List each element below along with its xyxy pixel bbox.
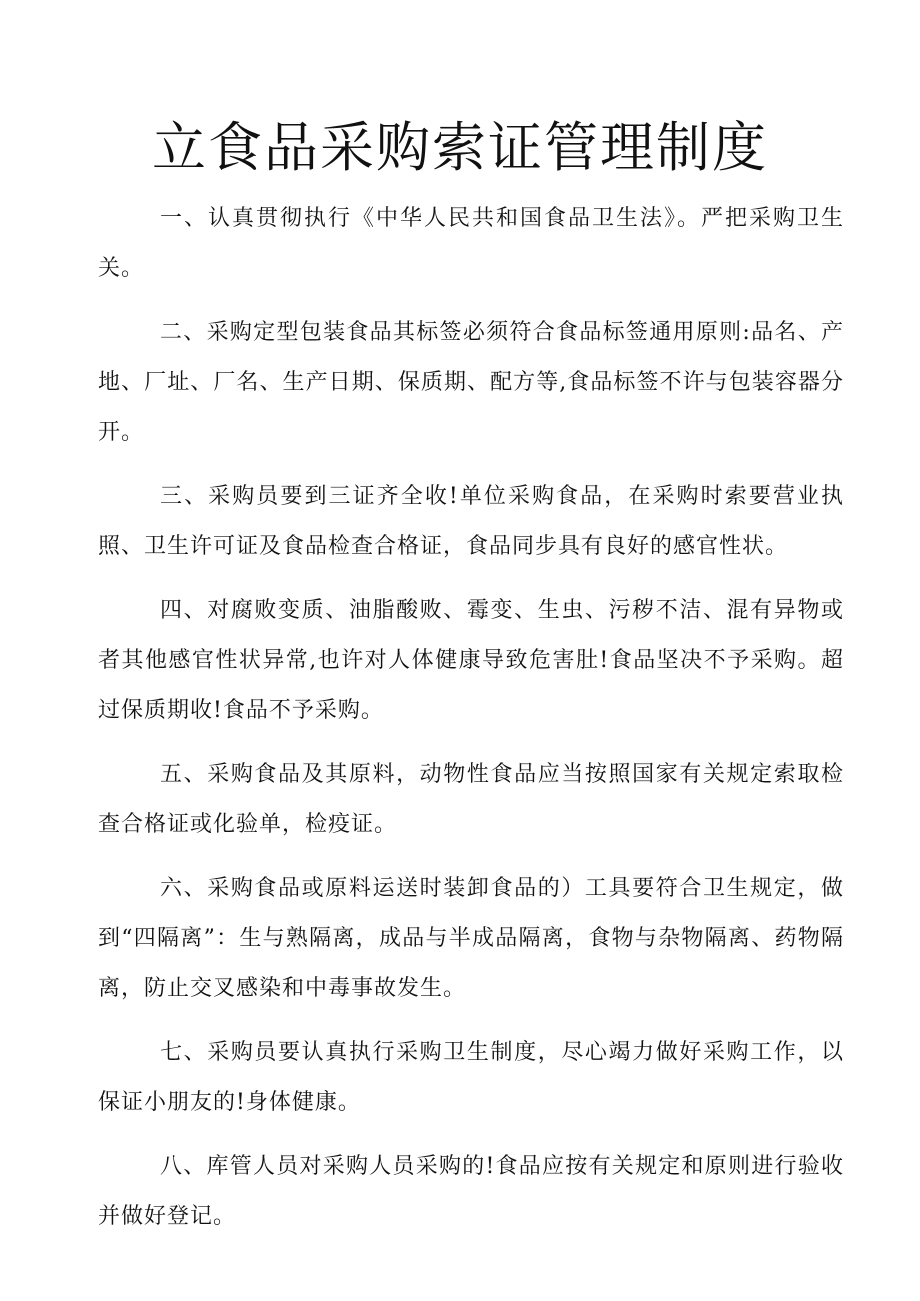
paragraph-3: 三、采购员要到三证齐全收!单位采购食品，在采购时索要营业执照、卫生许可证及食品检查合格证，食品同步具有良好的感官性状。 — [98, 484, 844, 559]
paragraph-8: 八、库管人员对采购人员采购的!食品应按有关规定和原则进行验收并做好登记。 — [98, 1154, 844, 1229]
paragraph-4: 四、对腐败变质、油脂酸败、霉变、生虫、污秽不洁、混有异物或者其他感官性状异常,也许对人体健康导致危害肚!食品坚决不予采购。超过保质期收!食品不予采购。 — [98, 598, 844, 723]
paragraph-1: 一、认真贯彻执行《中华人民共和国食品卫生法》。严把采购卫生关。 — [98, 206, 844, 281]
paragraph-6: 六、采购食品或原料运送时装卸食品的）工具要符合卫生规定，做到“四隔离”：生与熟隔离，成品与半成品隔离，食物与杂物隔离、药物隔离，防止交叉感染和中毒事故发生。 — [98, 876, 844, 1001]
paragraph-2: 二、采购定型包装食品其标签必须符合食品标签通用原则:品名、产地、厂址、厂名、生产日期、保质期、配方等,食品标签不许与包装容器分开。 — [98, 320, 844, 445]
document-body — [98, 194, 844, 1256]
paragraph-7: 七、采购员要认真执行采购卫生制度，尽心竭力做好采购工作，以保证小朋友的!身体健康。 — [98, 1040, 844, 1115]
document-title: 立食品采购索证管理制度 — [152, 116, 768, 179]
paragraph-5: 五、采购食品及其原料，动物性食品应当按照国家有关规定索取检查合格证或化验单，检疫证。 — [98, 762, 844, 837]
